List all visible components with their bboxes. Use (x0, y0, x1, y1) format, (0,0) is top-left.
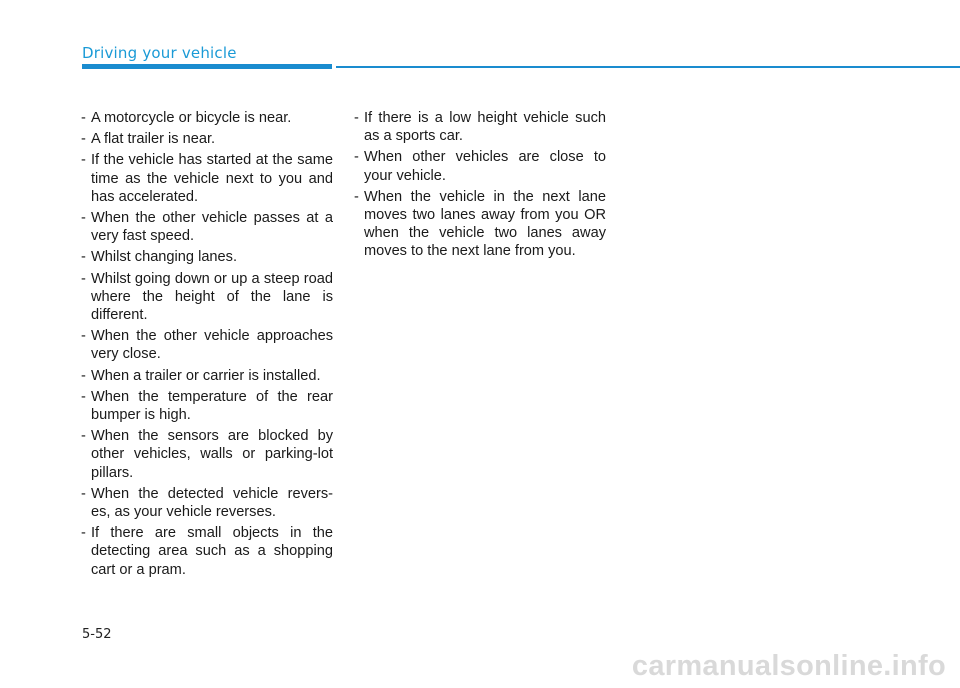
bullet-dash: - (81, 249, 86, 266)
bullet-dash: - (354, 110, 359, 126)
page-number: 5-52 (82, 627, 112, 642)
bullet-dash: - (81, 328, 86, 345)
list-item-text: A motorcycle or bicycle is near. (91, 110, 292, 126)
left-column (81, 109, 333, 582)
list-item (81, 248, 333, 266)
list-item (354, 188, 606, 261)
list-item (81, 270, 333, 325)
bullet-dash: - (81, 270, 86, 287)
list-item (354, 148, 606, 184)
list-item (81, 209, 333, 245)
bullet-dash: - (354, 188, 359, 205)
list-item (354, 109, 606, 145)
list-item-text: When the detected vehicle revers- es, as your vehicle reverses. (91, 485, 333, 521)
bullet-dash: - (81, 485, 86, 502)
list-item-text: When the vehicle in the next lane moves two lanes away from you OR when the vehicle two lanes away moves to the next lane from you. (364, 188, 606, 260)
list-item-text: Whilst changing lanes. (91, 249, 238, 266)
list-item-text: When the other vehicle passes at a very fast speed. (91, 210, 333, 245)
list-item (81, 151, 333, 206)
bullet-dash: - (81, 388, 86, 405)
list-item-text: When the temperature of the rear bumper is high. (91, 388, 333, 424)
list-item (81, 524, 333, 579)
bullet-dash: - (81, 152, 86, 169)
list-item-text: When the other vehicle approaches very close. (91, 328, 333, 363)
list-item (81, 427, 333, 482)
watermark: carmanualsonline.info (631, 650, 946, 682)
bullet-dash: - (81, 131, 86, 148)
bullet-dash: - (81, 428, 86, 445)
bullet-dash: - (81, 525, 86, 542)
list-item-text: A flat trailer is near. (91, 131, 216, 148)
list-item (81, 327, 333, 363)
list-item-text: When a trailer or carrier is installed. (91, 367, 321, 384)
right-column (354, 109, 606, 264)
header-rule-thick (82, 64, 332, 69)
section-header-title: Driving your vehicle (82, 44, 237, 62)
list-item-text: Whilst going down or up a steep road where the height of the lane is different. (91, 270, 333, 324)
list-item (81, 130, 333, 148)
bullet-dash: - (354, 149, 359, 166)
bullet-dash: - (81, 210, 86, 227)
list-item (81, 367, 333, 385)
list-item-text: When other vehicles are close to your vehicle. (364, 149, 606, 184)
list-item (81, 388, 333, 424)
list-item-text: If the vehicle has started at the same time as the vehicle next to you and has accelerated. (91, 152, 333, 205)
bullet-dash: - (81, 110, 86, 126)
list-item-text: If there are small objects in the detecting area such as a shopping cart or a pram. (91, 525, 333, 578)
bullet-dash: - (81, 367, 86, 384)
list-item (81, 109, 333, 127)
list-item-text: When the sensors are blocked by other vehicles, walls or parking-lot pillars. (91, 428, 333, 481)
list-item (81, 485, 333, 521)
list-item-text: If there is a low height vehicle such as a sports car. (364, 110, 606, 145)
header-rule-thin (336, 66, 960, 68)
